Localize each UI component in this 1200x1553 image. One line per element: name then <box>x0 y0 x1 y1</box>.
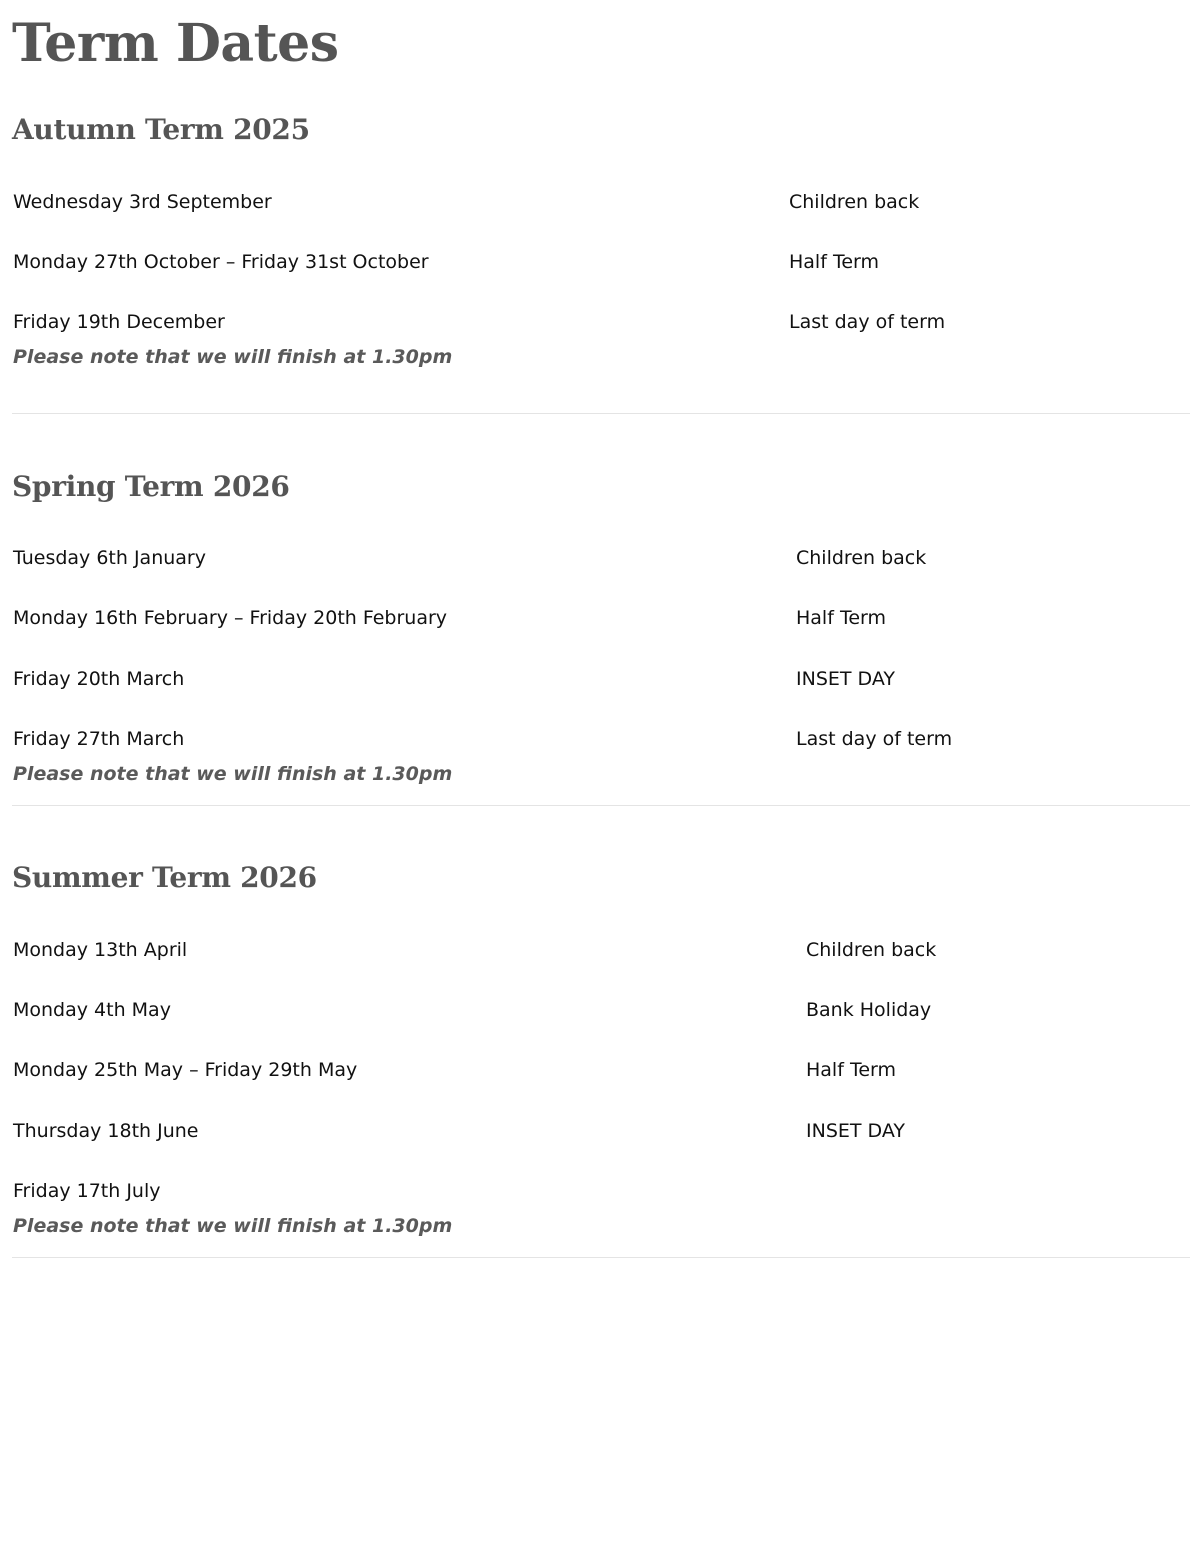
term-date: Monday 13th April <box>13 939 188 961</box>
term-date: Monday 27th October – Friday 31st October <box>13 251 429 273</box>
term-event: Half Term <box>789 251 879 273</box>
page-title: Term Dates <box>12 13 339 74</box>
term-heading: Summer Term 2026 <box>12 861 317 894</box>
term-heading: Spring Term 2026 <box>12 470 290 503</box>
term-event: Children back <box>789 191 920 213</box>
term-event: INSET DAY <box>796 668 895 690</box>
term-event: Children back <box>796 547 927 569</box>
term-heading: Autumn Term 2025 <box>12 113 310 146</box>
finish-time-note: Please note that we will finish at 1.30pm <box>13 763 453 785</box>
term-event: Last day of term <box>796 728 953 750</box>
finish-time-note: Please note that we will finish at 1.30pm <box>13 346 453 368</box>
section-divider <box>12 413 1190 414</box>
term-date: Monday 25th May – Friday 29th May <box>13 1059 358 1081</box>
term-date: Thursday 18th June <box>13 1120 199 1142</box>
term-date: Friday 17th July <box>13 1180 161 1202</box>
term-date: Friday 27th March <box>13 728 185 750</box>
term-event: Children back <box>806 939 937 961</box>
term-date: Friday 19th December <box>13 311 225 333</box>
term-event: Bank Holiday <box>806 999 932 1021</box>
term-date: Monday 16th February – Friday 20th February <box>13 607 448 629</box>
section-divider <box>12 805 1190 806</box>
term-event: Half Term <box>796 607 886 629</box>
term-date: Wednesday 3rd September <box>13 191 272 213</box>
term-date: Friday 20th March <box>13 668 185 690</box>
finish-time-note: Please note that we will finish at 1.30pm <box>13 1215 453 1237</box>
term-date: Monday 4th May <box>13 999 171 1021</box>
term-event: Half Term <box>806 1059 896 1081</box>
term-event: Last day of term <box>789 311 946 333</box>
term-date: Tuesday 6th January <box>13 547 206 569</box>
term-event: INSET DAY <box>806 1120 905 1142</box>
section-divider <box>12 1257 1190 1258</box>
